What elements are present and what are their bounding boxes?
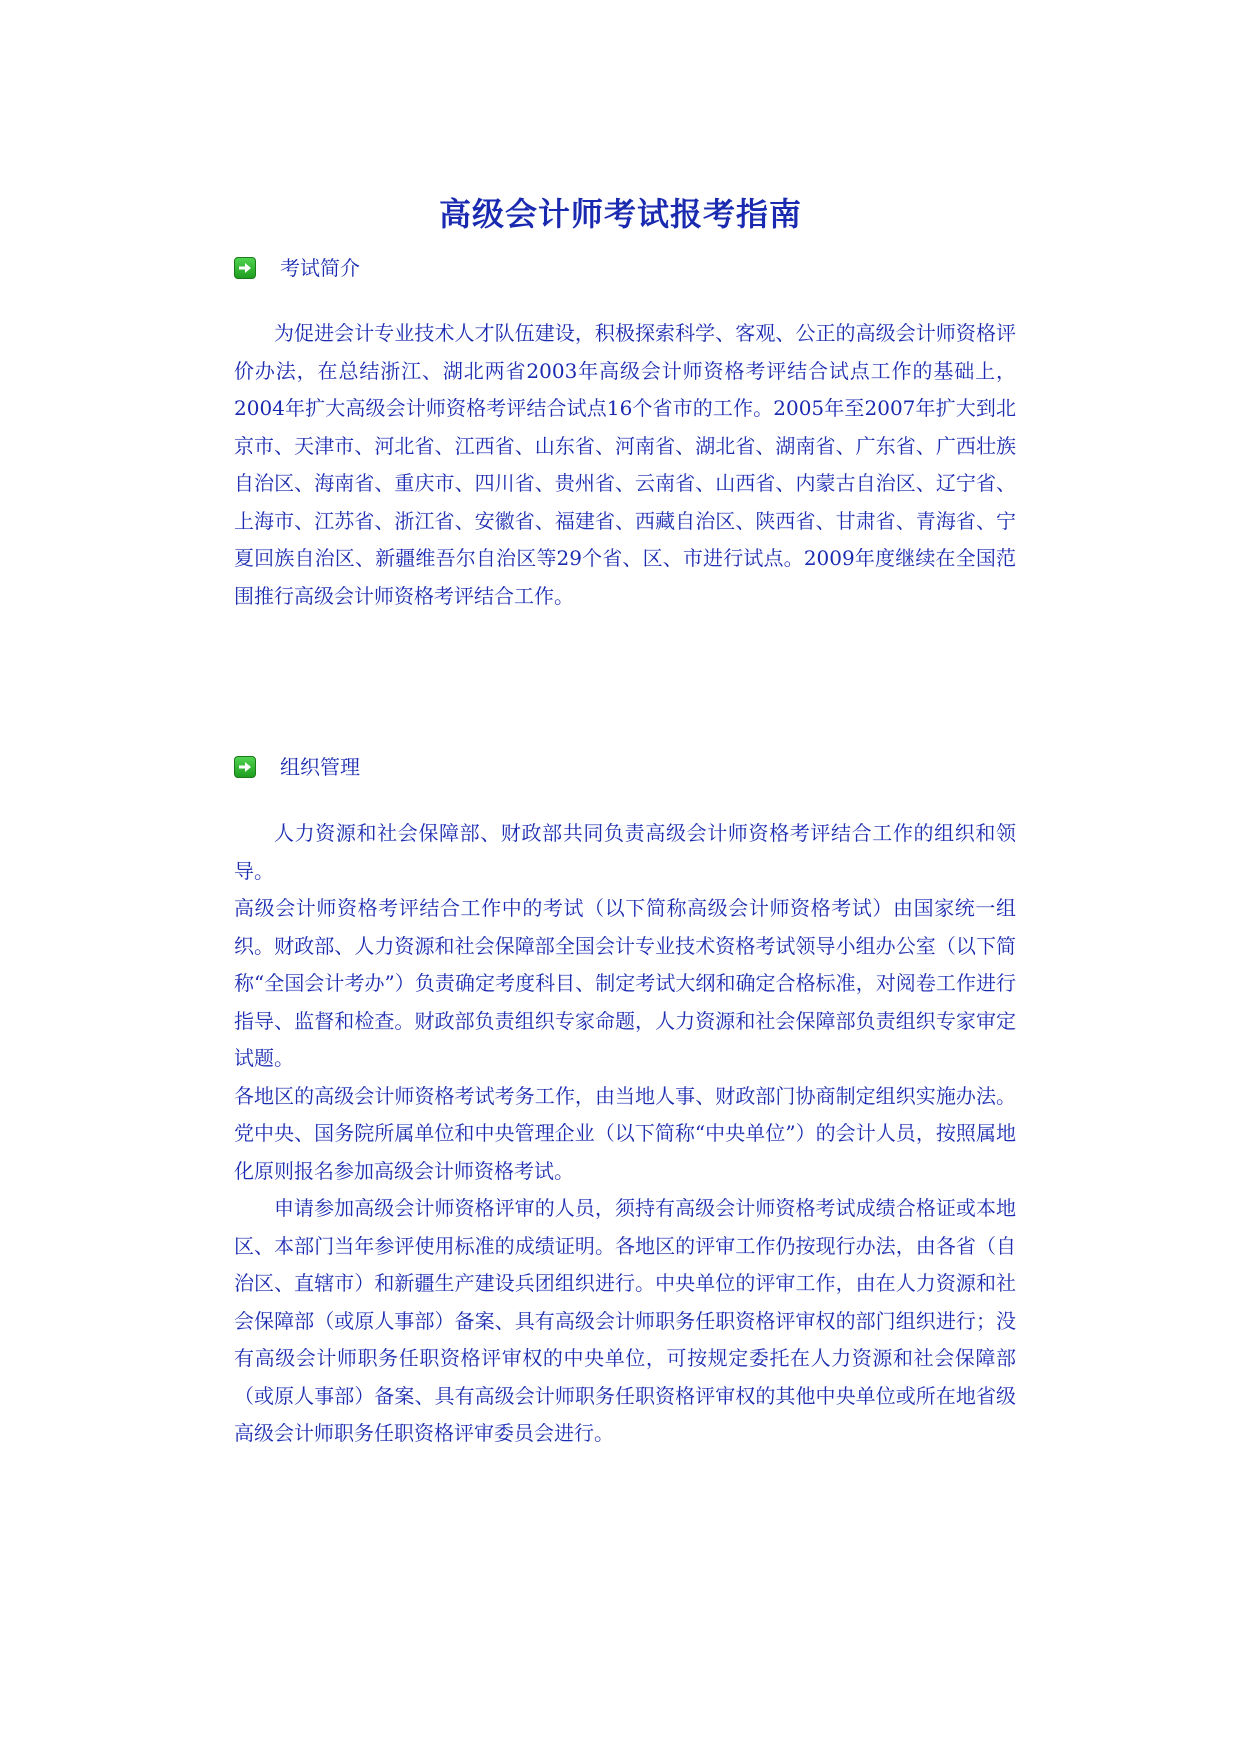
paragraph: 高级会计师资格考评结合工作中的考试（以下简称高级会计师资格考试）由国家统一组织。财政部、人力资源和社会保障部全国会计专业技术资格考试领导小组办公室（以下简称“全国会计考办”）负责确定考度科目、制定考试大纲和确定合格标准，对阅卷工作进行指导、监督和检查。财政部负责组织专家命题，人力资源和社会保障部负责组织专家审定试题。: [234, 896, 1016, 1070]
arrow-right-icon: [234, 257, 256, 279]
section-header-exam-intro: [234, 253, 360, 283]
section-body-exam-intro: [234, 315, 1016, 615]
section-heading: 考试简介: [280, 256, 360, 280]
paragraph: 人力资源和社会保障部、财政部共同负责高级会计师资格考评结合工作的组织和领导。: [234, 821, 1016, 883]
paragraph: 为促进会计专业技术人才队伍建设，积极探索科学、客观、公正的高级会计师资格评价办法，在总结浙江、湖北两省2003年高级会计师资格考评结合试点工作的基础上，2004年扩大高级会计师资格考评结合试点16个省市的工作。2005年至2007年扩大到北京市、天津市、河北省、江西省、山东省、河南省、湖北省、湖南省、广东省、广西壮族自治区、海南省、重庆市、四川省、贵州省、云南省、山西省、内蒙古自治区、辽宁省、上海市、江苏省、浙江省、安徽省、福建省、西藏自治区、陕西省、甘肃省、青海省、宁夏回族自治区、新疆维吾尔自治区等29个省、区、市进行试点。2009年度继续在全国范围推行高级会计师资格考评结合工作。: [234, 321, 1016, 608]
page-title: 高级会计师考试报考指南: [438, 195, 802, 233]
paragraph: 各地区的高级会计师资格考试考务工作，由当地人事、财政部门协商制定组织实施办法。党中央、国务院所属单位和中央管理企业（以下简称“中央单位”）的会计人员，按照属地化原则报名参加高级会计师资格考试。: [234, 1083, 1016, 1183]
arrow-right-icon: [234, 756, 256, 778]
section-heading: 组织管理: [280, 755, 360, 779]
paragraph: 申请参加高级会计师资格评审的人员，须持有高级会计师资格考试成绩合格证或本地区、本部门当年参评使用标准的成绩证明。各地区的评审工作仍按现行办法，由各省（自治区、直辖市）和新疆生产建设兵团组织进行。中央单位的评审工作，由在人力资源和社会保障部（或原人事部）备案、具有高级会计师职务任职资格评审权的部门组织进行；没有高级会计师职务任职资格评审权的中央单位，可按规定委托在人力资源和社会保障部（或原人事部）备案、具有高级会计师职务任职资格评审权的其他中央单位或所在地省级高级会计师职务任职资格评审委员会进行。: [234, 1196, 1016, 1445]
section-body-organization: [234, 815, 1016, 1453]
section-header-organization: [234, 752, 360, 782]
